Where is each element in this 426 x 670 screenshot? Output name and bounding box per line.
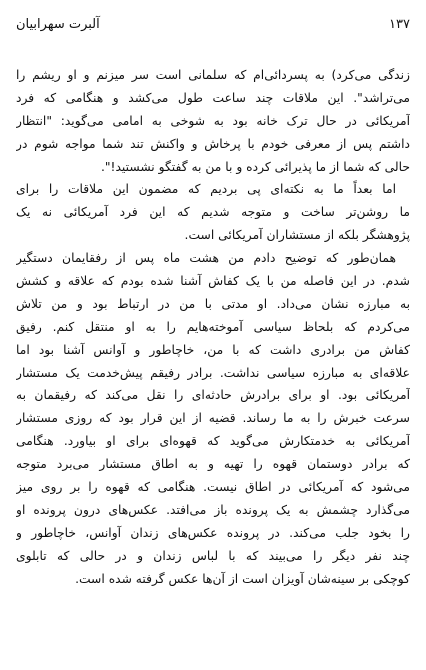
text-line: ما روشن‌تر ساخت و متوجه شدیم که این فرد آمریکائی نه یک: [16, 205, 410, 220]
text-line: می‌تراشد". این ملاقات چند ساعت طول می‌کشد و هنگامی که فرد: [16, 90, 410, 105]
text-line: که برادر دوستمان قهوه را تهیه و به اطاق مستشار می‌برد متوجه: [16, 457, 410, 472]
text-line: اما بعداً ما به نکته‌ای پی بردیم که مضمون این ملاقات را برای: [16, 182, 396, 197]
text-line: داشتم پس از معرفی خودم با پرخاش و واکنش تند شما مواجه شوم در: [16, 136, 410, 151]
running-header: [16, 12, 410, 38]
text-line: شدم. در این فاصله من با یک کفاش آشنا شده بودم که علاقه و کشش: [16, 274, 410, 289]
text-line: آمریکائی بود. او برای برادرش حادثه‌ای را نقل می‌کند که رفیقمان به: [16, 388, 410, 403]
body-text: [16, 64, 410, 590]
text-line: آمریکائی در حال ترک خانه بود به شوخی به امامی می‌گوید: "انتظار: [16, 113, 410, 128]
text-line: کوچکی بر سینه‌شان آویزان است از آن‌ها عکس گرفته شده است.: [75, 571, 410, 586]
page-number: ۱۳۷: [389, 17, 410, 32]
text-line: چند نفر دیگر را می‌بیند که با لباس زندان و در حالی که تابلوی: [16, 548, 410, 563]
text-line: را بخود جلب می‌کند. در پرونده عکس‌های زندان آوانس، خاچاطور و: [16, 525, 410, 540]
running-header-title: آلبرت سهرابیان: [16, 17, 100, 32]
text-line: می‌گذارد چشمش به یک پرونده باز می‌افتد. عکس‌های درون پرونده او: [16, 502, 410, 517]
text-line: به مبارزه نشان می‌داد. او مدتی با من در ارتباط بود و من تلاش: [16, 296, 410, 311]
text-line: می‌شود که آمریکائی در اطاق نیست. هنگامی که قهوه را بر روی میز: [16, 480, 410, 495]
text-line: همان‌طور که توضیح دادم من هشت ماه پس از رفقایمان دستگیر: [16, 251, 396, 266]
text-line: آمریکائی به خدمتکارش می‌گوید که قهوه‌ای برای او بیاورد. هنگامی: [16, 434, 410, 449]
text-line: پژوهشگر بلکه از مستشاران آمریکائی است.: [184, 228, 410, 243]
text-line: سرعت خبرش را به ما رساند. قضیه از این قرار بود که روزی مستشار: [16, 411, 410, 426]
text-line: حالی که شما از ما پذیرائی کرده و با من به گفتگو نشستید!".: [100, 159, 410, 174]
text-line: می‌کردم که بلحاظ سیاسی آموخته‌هایم را به او منتقل کنم. رفیق: [16, 319, 410, 334]
text-line: زندگی می‌کرد) به پسردائی‌ام که سلمانی است سر میزنم و او ریشم را: [16, 68, 410, 82]
text-line: کفاش من برادری داشت که با من، خاچاطور و آوانس آشنا بود اما: [16, 342, 410, 357]
text-line: علاقه‌ای به مبارزه سیاسی نداشت. برادر رفیقم پیش‌خدمت یک مستشار: [16, 365, 410, 380]
